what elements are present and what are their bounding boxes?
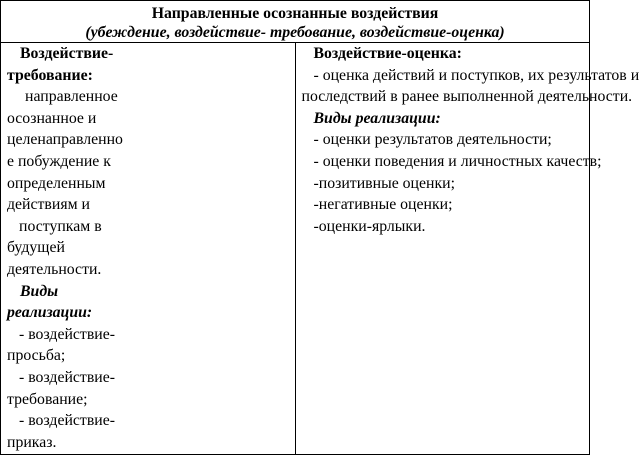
assessment-desc-line: последствий в ранее выполненной деятельности. bbox=[301, 88, 633, 106]
demand-desc-line: целенаправленно bbox=[7, 131, 123, 149]
demand-desc-line: направленное bbox=[25, 88, 118, 106]
demand-heading: Воздействие- bbox=[20, 45, 114, 62]
demand-desc-line: определенным bbox=[7, 174, 106, 192]
assessment-type-item: - оценки поведения и личностных качеств; bbox=[313, 152, 602, 170]
demand-type-item-cont: просьба; bbox=[7, 347, 66, 365]
demand-type-item: - воздействие- bbox=[19, 325, 116, 343]
assessment-type-item: -оценки-ярлыки. bbox=[313, 217, 426, 235]
assessment-type-item: -негативные оценки; bbox=[313, 196, 453, 214]
demand-desc-line: действиям и bbox=[7, 196, 90, 214]
header-row bbox=[1, 1, 590, 43]
demand-desc-line: осознанное и bbox=[7, 109, 97, 127]
demand-type-item: - воздействие- bbox=[19, 368, 116, 386]
header-cell bbox=[1, 1, 590, 43]
demand-desc-line: будущей bbox=[7, 239, 65, 257]
demand-type-item: - воздействие- bbox=[19, 412, 116, 430]
table-subtitle: (убеждение, воздействие- требование, воздействие-оценка) bbox=[85, 24, 505, 41]
content-row bbox=[1, 43, 590, 455]
demand-desc-line: поступкам в bbox=[19, 217, 102, 235]
assessment-type-item: -позитивные оценки; bbox=[313, 174, 455, 192]
demand-types-heading-cont: реализации: bbox=[7, 304, 93, 322]
assessment-heading: Воздействие-оценка: bbox=[313, 45, 462, 62]
assessment-cell bbox=[295, 43, 639, 455]
assessment-type-item: - оценки результатов деятельности; bbox=[313, 131, 552, 149]
demand-desc-line: деятельности. bbox=[7, 260, 102, 278]
demand-type-item-cont: требование; bbox=[7, 390, 88, 408]
table-title: Направленные осознанные воздействия bbox=[151, 5, 439, 22]
demand-types-heading: Виды bbox=[20, 282, 59, 300]
demand-cell bbox=[1, 43, 296, 455]
demand-type-item-cont: приказ. bbox=[7, 433, 57, 451]
demand-heading-cont: требование: bbox=[7, 66, 93, 84]
assessment-desc-line: - оценка действий и поступков, их результатов и bbox=[313, 66, 639, 84]
assessment-types-heading: Виды реализации: bbox=[313, 109, 441, 127]
demand-desc-line: е побуждение к bbox=[7, 152, 111, 170]
